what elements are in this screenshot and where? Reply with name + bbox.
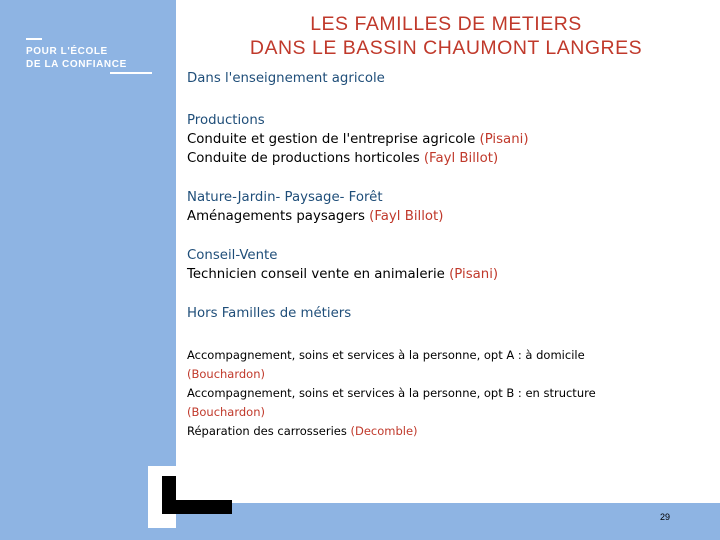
hors-familles-list [187,346,712,441]
list-item-text: Accompagnement, soins et services à la personne, opt A : à domicile [187,348,585,362]
list-item [187,265,712,284]
subheading: Dans l'enseignement agricole [187,71,385,86]
item-location: (Fayl Billot) [369,209,444,224]
corner-decoration-horizontal [162,500,232,514]
item-location: (Pisani) [449,267,499,282]
page-number: 29 [659,512,670,522]
list-item [187,149,712,168]
item-text: Technicien conseil vente en animalerie [187,267,450,282]
logo-line-1: POUR L'ÉCOLE [26,46,108,57]
list-item [187,207,712,226]
list-item-text: Accompagnement, soins et services à la personne, opt B : en structure [187,386,596,400]
list-item [187,130,712,149]
item-location: (Decomble) [350,424,418,438]
title-line-1: LES FAMILLES DE METIERS [310,13,582,35]
item-text: Aménagements paysagers [187,209,370,224]
item-text: Conduite de productions horticoles [187,151,424,166]
item-text: Réparation des carrosseries [187,424,351,438]
section-heading-hors-familles: Hors Familles de métiers [187,306,352,321]
slide-title [182,12,710,60]
slide-content [187,67,712,441]
item-location: (Fayl Billot) [423,151,499,166]
item-location: (Pisani) [479,132,529,147]
section-heading-nature: Nature-Jardin- Paysage- Forêt [187,190,383,205]
title-line-2: DANS LE BASSIN CHAUMONT LANGRES [249,37,643,59]
list-item-location: (Bouchardon) [187,405,265,419]
logo-bar-bottom [110,72,152,74]
list-item [187,422,712,441]
sidebar-panel [0,0,176,540]
list-item-location: (Bouchardon) [187,367,265,381]
section-heading-productions: Productions [187,113,265,128]
item-text: Conduite et gestion de l'entreprise agricole [187,132,480,147]
footer-band [176,503,720,540]
logo-bar-top [26,38,42,40]
logo-line-2: DE LA CONFIANCE [26,59,127,70]
section-heading-conseil-vente: Conseil-Vente [187,248,278,263]
